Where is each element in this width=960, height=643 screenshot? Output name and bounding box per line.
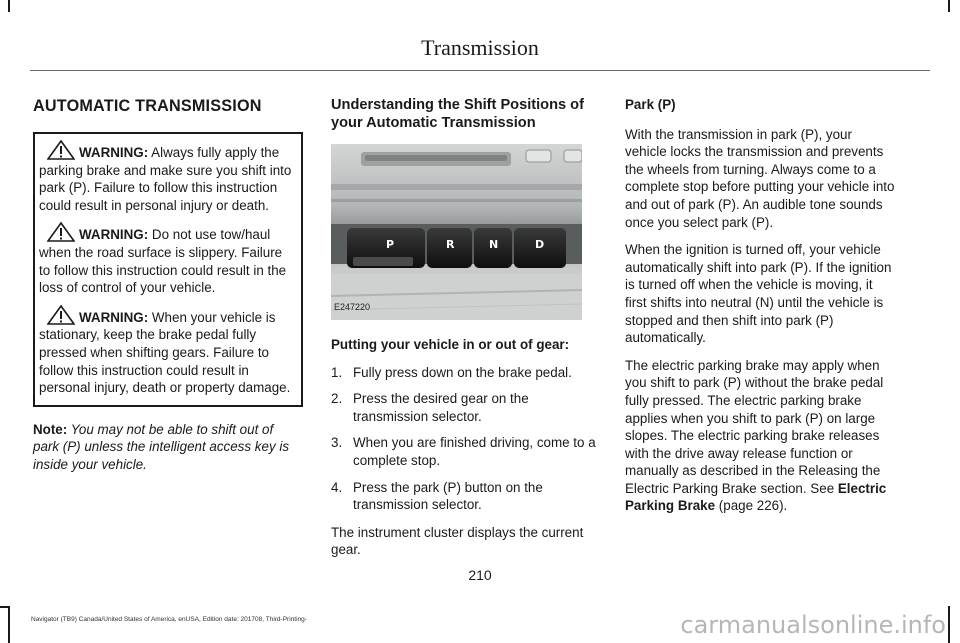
warning-label: WARNING:: [79, 145, 149, 160]
note-label: Note:: [33, 421, 68, 437]
subheading: Putting your vehicle in or out of gear:: [331, 337, 570, 352]
figure-id: E247220: [334, 302, 371, 313]
warning-1: [39, 140, 297, 214]
gear-button-r: R: [446, 238, 455, 251]
paragraph-text: The electric parking brake may apply when you shift to park (P) without the brake pedal fully pressed. The electric parking brake applies when you shift to park (P) on large slopes. The electric parking brake releases with the drive away release function or manually as described in the Releasing the Electric Parking Brake section. See: [625, 357, 884, 496]
footer-text: Navigator (TB9) Canada/United States of America, enUSA, Edition date: 201708, Third-Printing-: [31, 616, 307, 623]
list-item: [331, 364, 597, 382]
page-header-title: Transmission: [421, 35, 539, 60]
section-heading: Understanding the Shift Positions of your Automatic Transmission: [331, 97, 584, 131]
warning-3: [39, 305, 297, 397]
right-column: [625, 96, 897, 525]
step-text: Press the park (P) button on the transmission selector.: [353, 479, 543, 513]
warning-text: Do not use tow/haul when the road surface is slippery. Failure to follow this instruction could result in the loss of control of your vehicle.: [39, 227, 287, 296]
warning-label: WARNING:: [79, 309, 149, 325]
warning-triangle-icon: [47, 305, 75, 325]
left-column: [33, 96, 301, 484]
step-text: Fully press down on the brake pedal.: [353, 364, 572, 380]
warning-box: [33, 132, 303, 407]
gear-button-p: P: [386, 238, 395, 251]
gear-button-n: N: [489, 238, 499, 251]
crop-mark-bottom-left-h: [0, 606, 10, 608]
closing-paragraph: The instrument cluster displays the current gear.: [331, 524, 584, 558]
step-number: 2.: [331, 391, 343, 407]
paragraph-suffix: (page 226).: [715, 498, 788, 514]
crop-mark-top-left: [8, 0, 10, 12]
warning-2: [39, 222, 297, 296]
list-item: [331, 390, 597, 425]
crop-mark-bottom-right-v: [948, 606, 950, 643]
page-number: 210: [468, 567, 492, 583]
list-item: [331, 479, 597, 514]
warning-text: When your vehicle is stationary, keep the brake pedal fully pressed when shifting gears. Failure to follow this instruction could result in personal injury, death or property damage.: [39, 309, 291, 396]
note: [33, 421, 301, 474]
section-heading: AUTOMATIC TRANSMISSION: [33, 97, 262, 115]
paragraph: When the ignition is turned off, your vehicle automatically shift into park (P). If the ignition is turned off when the vehicle is moving, it first shifts into neutral (N) until the vehicle is stopped and then shift into park (P) automatically.: [625, 242, 892, 346]
warning-text: Always fully apply the parking brake and make sure you shift into park (P). Failure to follow this instruction could result in personal injury or death.: [39, 145, 292, 213]
paragraph: With the transmission in park (P), your vehicle locks the transmission and prevents the wheels from turning. Always come to a complete stop before putting your vehicle into and out of park (P). An audible tone sounds once you select park (P).: [625, 126, 895, 230]
gear-button-d: D: [535, 238, 545, 251]
electric-parking-brake-link[interactable]: Electric Parking Brake: [625, 480, 887, 514]
crop-mark-top-right: [948, 0, 950, 12]
step-text: When you are finished driving, come to a complete stop.: [353, 435, 596, 468]
steps-list: [331, 364, 597, 514]
gear-selector-photo: [331, 144, 582, 320]
warning-triangle-icon: [47, 222, 75, 242]
header-divider: [30, 70, 930, 71]
list-item: [331, 434, 597, 469]
step-text: Press the desired gear on the transmission selector.: [353, 391, 529, 424]
section-heading: Park (P): [625, 97, 676, 112]
watermark: carmanualsonline.info: [680, 611, 946, 639]
step-number: 3.: [331, 435, 343, 451]
warning-triangle-icon: [47, 140, 75, 160]
gear-selector-illustration: [331, 144, 582, 320]
paragraph: [625, 357, 897, 515]
step-number: 4.: [331, 479, 343, 495]
middle-column: [331, 96, 597, 569]
note-text: You may not be able to shift out of park (P) unless the intelligent access key is inside your vehicle.: [33, 421, 290, 472]
crop-mark-bottom-left-v: [8, 606, 10, 643]
step-number: 1.: [331, 364, 343, 380]
warning-label: WARNING:: [79, 227, 149, 243]
